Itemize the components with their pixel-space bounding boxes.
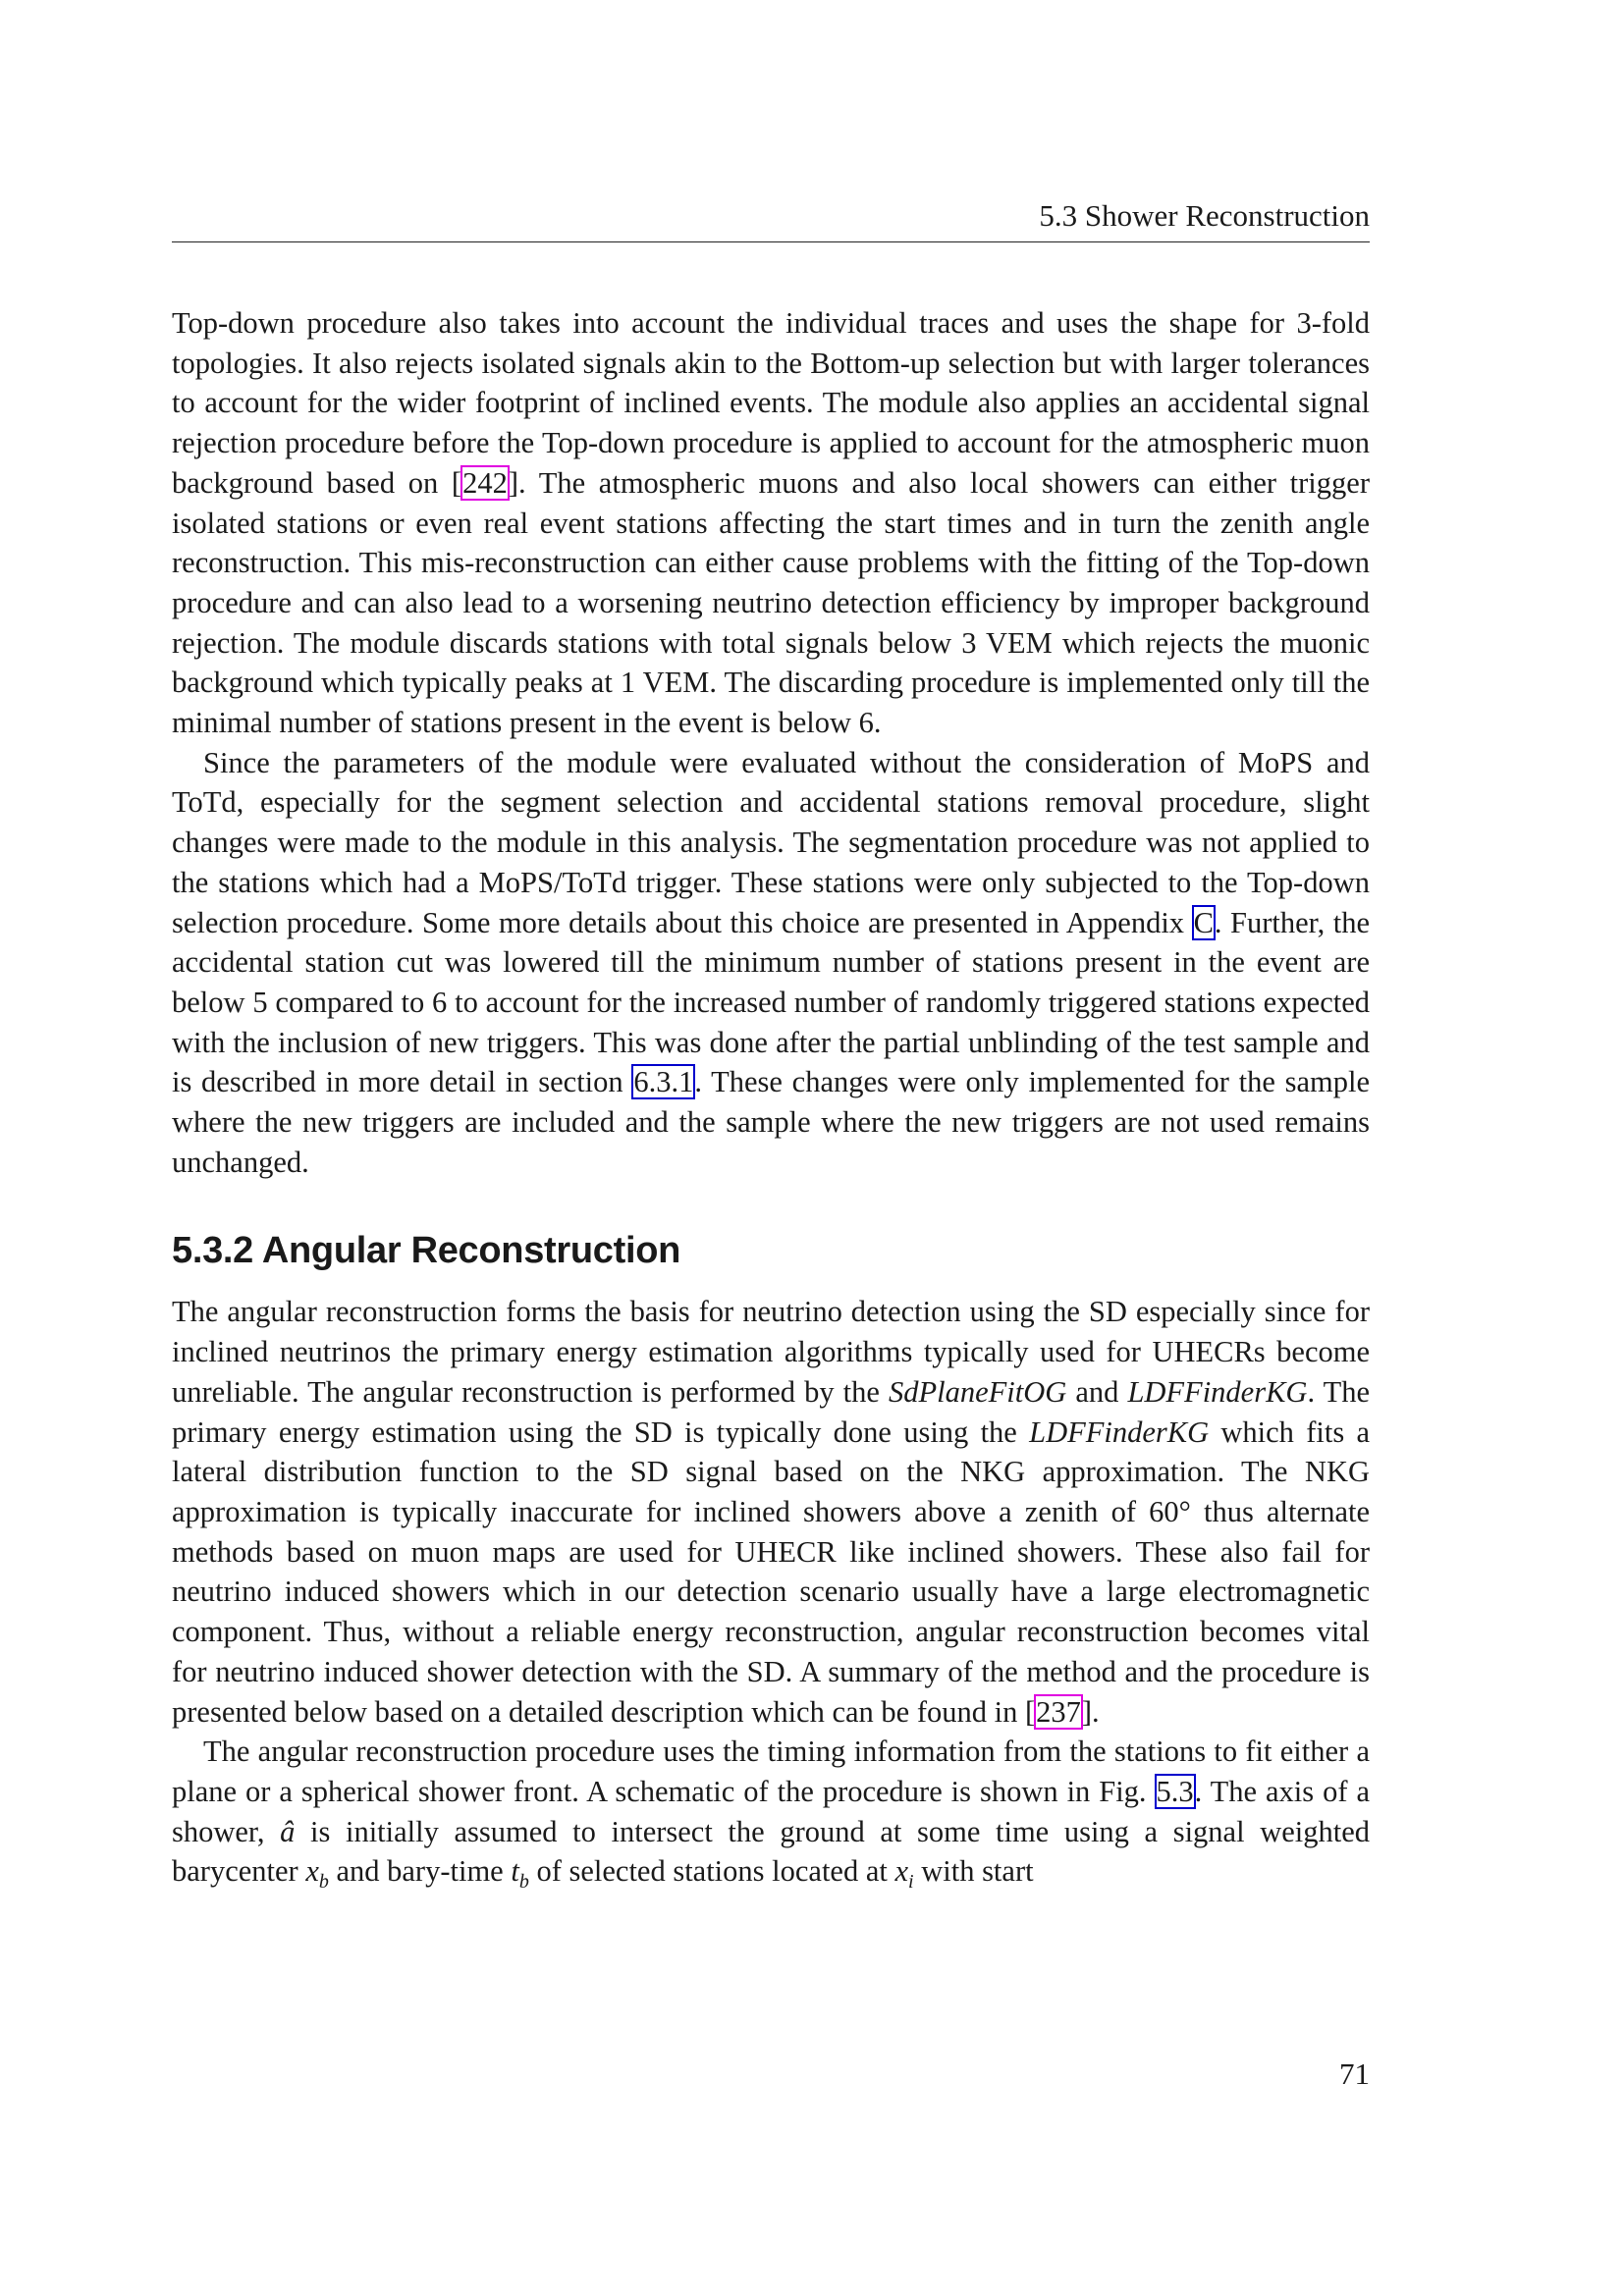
module-name: LDFFinderKG [1029,1415,1210,1449]
figure-link-5-3[interactable]: 5.3 [1156,1774,1194,1808]
body-text [172,303,1370,1892]
module-name: LDFFinderKG [1127,1374,1308,1409]
citation-link-237[interactable]: 237 [1036,1694,1081,1729]
math-xb: $x_b$ [305,1854,329,1894]
math-xi: $x_i$ [894,1854,914,1894]
section-heading: 5.3.2 Angular Reconstruction [172,1230,681,1272]
math-tb: $t_b$ [511,1854,529,1894]
paragraph-4: The angular reconstruction procedure uses the timing information from the stations to fit either a plane or a spherical shower front. A schematic of the procedure is shown in Fig. 5.3. The axis of a shower, â is initially assumed to intersect the ground at some time using a signal weighted barycenter $x_b$ and bary-time $t_b$ of selected stations located at $x_i$ with start [172,1735,1370,1894]
appendix-link-c[interactable]: C [1193,905,1214,939]
citation-link-242[interactable]: 242 [462,465,508,500]
header-rule [172,241,1370,242]
running-header: 5.3 Shower Reconstruction [1039,198,1370,233]
module-name: SdPlaneFitOG [888,1374,1067,1409]
paragraph-1: Top-down procedure also takes into account the individual traces and uses the shape for 3-fold topologies. It also rejects isolated signals akin to the Bottom-up selection but with larger tolerances to account for the wider footprint of inclined events. The module also applies an accidental signal rejection procedure before the Top-down procedure is applied to account for the atmospheric muon background based on [242]. The atmospheric muons and also local showers can either trigger isolated stations or even real event stations affecting the start times and in turn the zenith angle reconstruction. This mis-reconstruction can either cause problems with the fitting of the Top-down procedure and can also lead to a worsening neutrino detection efficiency by improper background rejection. The module discards stations with total signals below 3 VEM which rejects the muonic background which typically peaks at 1 VEM. The discarding procedure is implemented only till the minimal number of stations present in the event is below 6. [172,306,1370,740]
section-link-6-3-1[interactable]: 6.3.1 [633,1065,694,1099]
math-axis-symbol: â [280,1814,296,1848]
paragraph-3: The angular reconstruction forms the basis for neutrino detection using the SD especially since for inclined neutrinos the primary energy estimation algorithms typically used for UHECRs become unreliable. The angular reconstruction is performed by the SdPlaneFitOG and LDFFinderKG. The primary energy estimation using the SD is typically done using the LDFFinderKG which fits a lateral distribution function to the SD signal based on the NKG approximation. The NKG approximation is typically inaccurate for inclined showers above a zenith of 60° thus alternate methods based on muon maps are used for UHECR like inclined showers. These also fail for neutrino induced showers which in our detection scenario usually have a large electromagnetic component. Thus, without a reliable energy reconstruction, angular reconstruction becomes vital for neutrino induced shower detection with the SD. A summary of the method and the procedure is presented below based on a detailed description which can be found in [237]. [172,1295,1370,1729]
page-number: 71 [1339,2056,1370,2091]
paragraph-2: Since the parameters of the module were evaluated without the consideration of MoPS and ToTd, especially for the segment selection and accidental stations removal procedure, slight changes were made to the module in this analysis. The segmentation procedure was not applied to the stations which had a MoPS/ToTd trigger. These stations were only subjected to the Top-down selection procedure. Some more details about this choice are presented in Appendix C. Further, the accidental station cut was lowered till the minimum number of stations present in the event are below 5 compared to 6 to account for the increased number of randomly triggered stations expected with the inclusion of new triggers. This was done after the partial unblinding of the test sample and is described in more detail in section 6.3.1. These changes were only implemented for the sample where the new triggers are included and the sample where the new triggers are not used remains unchanged. [172,745,1371,1179]
